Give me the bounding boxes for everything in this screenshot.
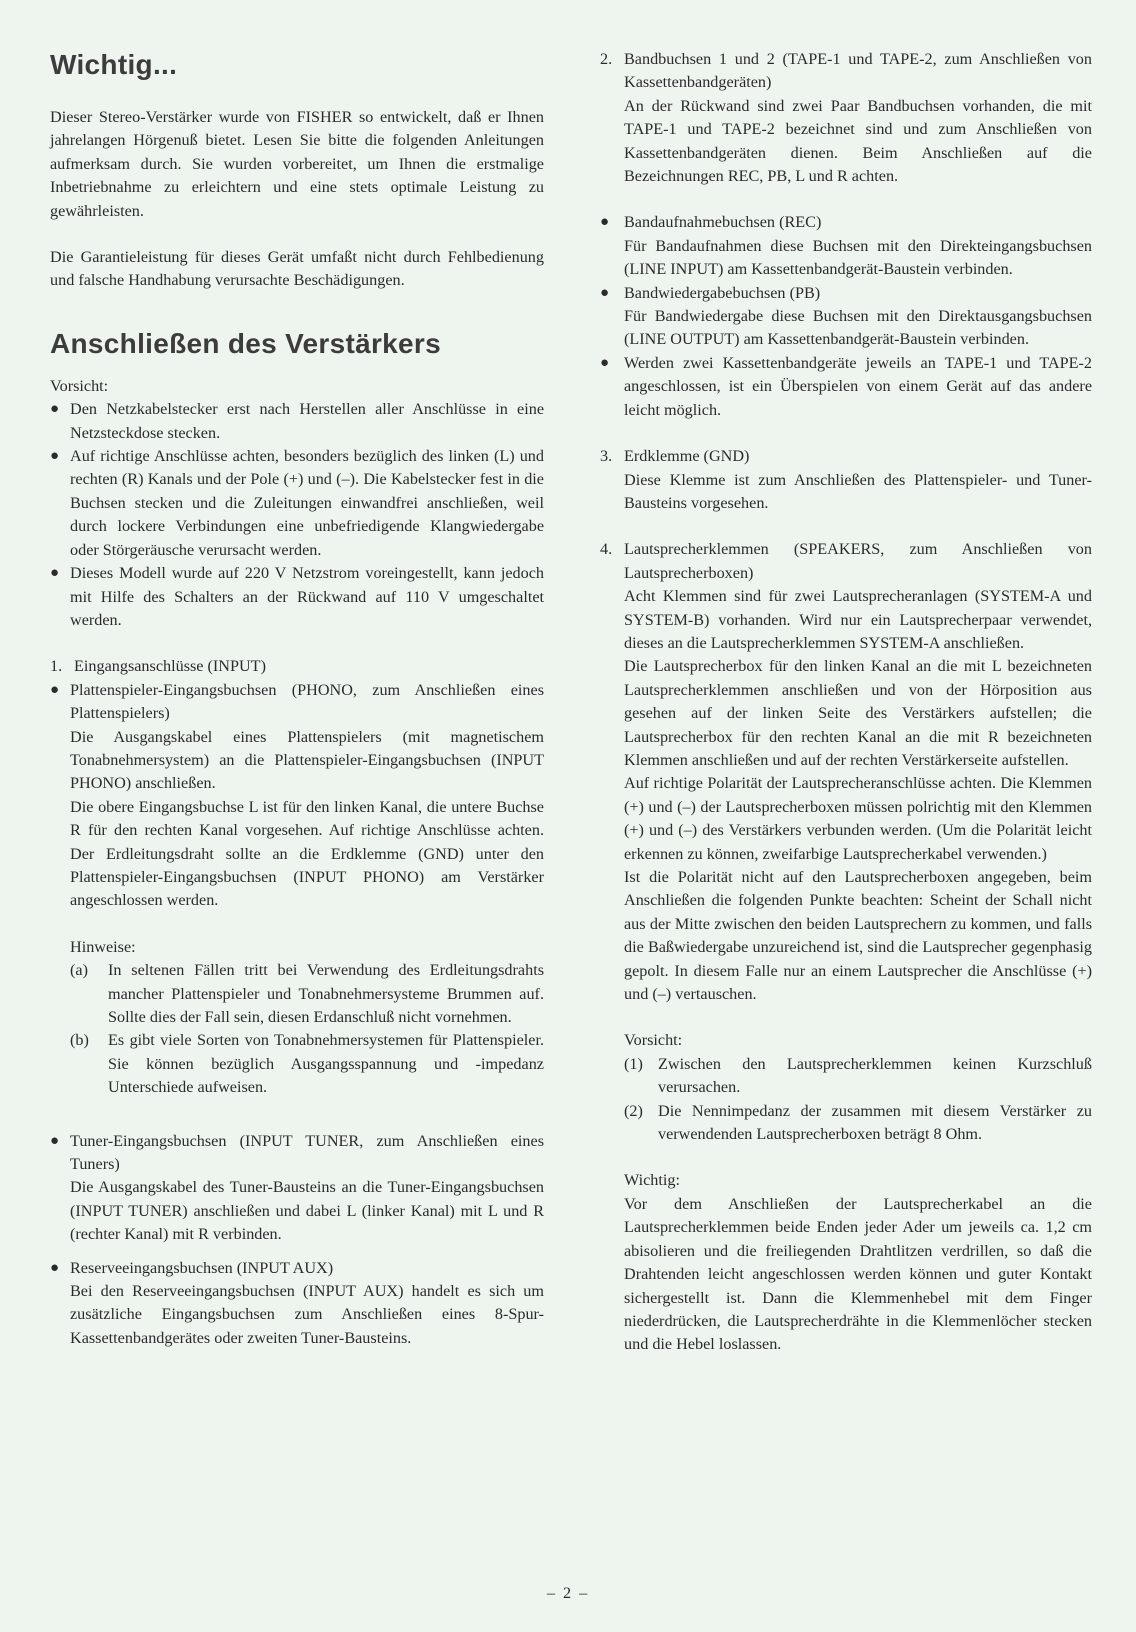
vorsicht-item-text: Auf richtige Anschlüsse achten, besonders bezüglich des linken (L) und rechten (R) Kanals und der Pole (+) und (–). Die Kabelstecker fest in die Buchsen stecken und die Zuleitungen einwandfrei anschließen, weil durch lockere Verbindungen eine unbefriedigende Klangwiedergabe oder Störgeräusche verursacht werden.	[70, 447, 544, 559]
intro-paragraph: Dieser Stereo-Verstärker wurde von FISHER so entwickelt, daß er Ihnen jahrelangen Hörgenuß bietet. Lesen Sie bitte die folgenden Anleitungen aufmerksam durch. Sie wurden vorbereitet, um Ihnen die erstmalige Inbetriebnahme zu erleichtern und eine stets optimale Leistung zu gewährleisten.	[50, 108, 544, 220]
section-title: Bandbuchsen 1 und 2 (TAPE-1 und TAPE-2, zum Anschließen von Kassettenbandgeräten)	[624, 50, 1092, 92]
section-number: 4.	[600, 540, 613, 559]
section-4-paragraph-2: Die Lautsprecherbox für den linken Kanal an die mit L bezeichneten Lautsprecherklemmen anschließen und von der Hörposition aus gesehen auf der linken Seite des Verstärkers aufstellen; die Lautsprecherbox für den rechten Kanal an die mit R bezeichneten Klemmen anschließen und auf der rechten Verstärkerseite aufstellen.	[624, 657, 1092, 769]
hinweis-marker: (b)	[70, 1031, 89, 1050]
vorsicht-label-right: Vorsicht:	[624, 1031, 683, 1050]
bullet-icon: ●	[50, 448, 60, 465]
tuner-title: Tuner-Eingangsbuchsen (INPUT TUNER, zum Anschließen eines Tuners)	[70, 1131, 544, 1174]
vorsicht-item-text: Den Netzkabelstecker erst nach Herstellen aller Anschlüsse in eine Netzsteckdose stecken.	[70, 400, 544, 442]
page-number: – 2 –	[546, 1584, 590, 1602]
section-2-heading	[600, 48, 1092, 95]
hinweis-text: Es gibt viele Sorten von Tonabnehmersystemen für Plattenspieler. Sie können bezüglich Ausgangsspannung und -impedanz Unterschiede aufweisen.	[108, 1031, 544, 1097]
section-title: Lautsprecherklemmen (SPEAKERS, zum Anschließen von Lautsprecherboxen)	[624, 540, 1092, 582]
vorsicht-marker: (1)	[624, 1054, 643, 1073]
bullet-icon: ●	[600, 284, 610, 301]
vorsicht-right-item	[600, 1100, 1092, 1147]
wichtig-text: Vor dem Anschließen der Lautsprecherkabel an die Lautsprecherklemmen beide Enden jeder Ader um jeweils ca. 1,2 cm abisolieren und die freiliegenden Drahtlitzen verdrillen, so daß die Drahtenden leicht angeschlossen werden können und guter Kontakt sichergestellt ist. Dann die Klemmenhebel mit dem Finger niederdrücken, die Lautsprecherdrähte in die Klemmenlöcher stecken und die Hebel loslassen.	[624, 1194, 1092, 1354]
section-number: 1.	[50, 657, 63, 676]
rec-text: Für Bandaufnahmen diese Buchsen mit den Direkteingangsbuchsen (LINE INPUT) am Kassettenbandgerät-Baustein verbinden.	[624, 236, 1092, 279]
pb-item	[600, 282, 1092, 305]
bullet-icon: ●	[50, 681, 60, 698]
rec-title: Bandaufnahmebuchsen (REC)	[624, 213, 822, 232]
hinweis-item	[50, 1029, 544, 1099]
vorsicht-right-item	[600, 1053, 1092, 1100]
section-4-heading	[600, 538, 1092, 585]
hinweise-label: Hinweise:	[70, 937, 136, 956]
section-4-paragraph-4: Ist die Polarität nicht auf den Lautsprecherboxen angegeben, beim Anschließen die folgenden Punkte beachten: Scheint der Schall nicht aus der Mitte zwischen den beiden Lautsprechern zu kommen, und falls die Baßwiedergabe unzureichend ist, sind die Lautsprecher gegenphasig gepolt. In diesem Falle nur an einem Lautsprecher die Anschlüsse (+) und (–) vertauschen.	[624, 868, 1092, 1004]
section-4-paragraph-1: Acht Klemmen sind für zwei Lautsprecheranlagen (SYSTEM-A und SYSTEM-B) vorhanden. Wird nur ein Lautsprecherpaar verwendet, dieses an die Lautsprecherklemmen SYSTEM-A anschließen.	[624, 587, 1092, 652]
tuner-item	[50, 1130, 544, 1177]
bullet-icon: ●	[50, 1132, 60, 1149]
heading-wichtig: Wichtig...	[50, 49, 178, 80]
vorsicht-text: Zwischen den Lautsprecherklemmen keinen Kurzschluß verursachen.	[658, 1054, 1092, 1097]
vorsicht-marker: (2)	[624, 1101, 643, 1120]
vorsicht-text: Die Nennimpedanz der zusammen mit diesem Verstärker zu verwendenden Lautsprecherboxen beträgt 8 Ohm.	[658, 1101, 1092, 1144]
hinweis-marker: (a)	[70, 961, 88, 980]
vorsicht-label: Vorsicht:	[50, 376, 109, 395]
section-3-text: Diese Klemme ist zum Anschließen des Plattenspieler- und Tuner-Bausteins vorgesehen.	[624, 470, 1092, 512]
left-column	[50, 48, 544, 1350]
hinweis-text: In seltenen Fällen tritt bei Verwendung des Erdleitungsdrahts mancher Plattenspieler und Tonabnehmersysteme Brummen auf. Sollte dies der Fall sein, diesen Erdanschluß nicht vornehmen.	[108, 961, 544, 1026]
phono-title: Plattenspieler-Eingangsbuchsen (PHONO, zum Anschließen eines Plattenspielers)	[70, 680, 544, 723]
section-number: 3.	[600, 447, 613, 466]
bullet-icon: ●	[600, 214, 610, 231]
vorsicht-item	[50, 398, 544, 445]
aux-text: Bei den Reserveeingangsbuchsen (INPUT AUX) handelt es sich um zusätzliche Eingangsbuchsen zum Anschließen eines 8-Spur-Kassettenbandgerätes oder zweiten Tuner-Bausteins.	[70, 1282, 544, 1347]
pb-text: Für Bandwiedergabe diese Buchsen mit den Direktausgangsbuchsen (LINE OUTPUT) am Kassettenbandgerät-Baustein verbinden.	[624, 307, 1092, 349]
pb-title: Bandwiedergabebuchsen (PB)	[624, 283, 821, 302]
heading-anschliessen: Anschließen des Verstärkers	[50, 327, 441, 359]
bullet-icon: ●	[50, 1259, 60, 1276]
bullet-icon: ●	[600, 354, 610, 371]
copy-item	[600, 352, 1092, 422]
phono-item	[50, 679, 544, 726]
rec-item	[600, 211, 1092, 234]
copy-text: Werden zwei Kassettenbandgeräte jeweils an TAPE-1 und TAPE-2 angeschlossen, ist ein Überspielen von einem Gerät auf das andere leicht möglich.	[624, 353, 1092, 419]
vorsicht-item	[50, 445, 544, 562]
bullet-icon: ●	[50, 401, 60, 418]
section-3-heading	[600, 445, 1092, 468]
right-column	[600, 48, 1092, 1357]
warranty-paragraph: Die Garantieleistung für dieses Gerät umfaßt nicht durch Fehlbedienung und falsche Handhabung verursachte Beschädigungen.	[50, 248, 544, 290]
section-number: 2.	[600, 50, 613, 68]
bullet-icon: ●	[50, 565, 60, 582]
hinweis-item	[50, 959, 544, 1029]
vorsicht-item	[50, 562, 544, 632]
tuner-text: Die Ausgangskabel des Tuner-Bausteins an die Tuner-Eingangsbuchsen (INPUT TUNER) anschließen und dabei L (linker Kanal) mit L und R (rechter Kanal) mit R verbinden.	[70, 1178, 544, 1244]
phono-paragraph-1: Die Ausgangskabel eines Plattenspielers (mit magnetischem Tonabnehmersystem) an die Plattenspieler-Eingangsbuchsen (INPUT PHONO) anschließen.	[70, 727, 544, 793]
section-title: Eingangsanschlüsse (INPUT)	[74, 657, 266, 676]
section-2-text: An der Rückwand sind zwei Paar Bandbuchsen vorhanden, die mit TAPE-1 und TAPE-2 bezeichnet sind und zum Anschließen von Kassettenbandgeräten dienen. Beim Anschließen auf die Bezeichnungen REC, PB, L und R achten.	[624, 96, 1092, 186]
section-4-paragraph-3: Auf richtige Polarität der Lautsprecheranschlüsse achten. Die Klemmen (+) und (–) der Lautsprecherboxen müssen polrichtig mit den Klemmen (+) und (–) des Verstärkers verbunden werden. (Um die Polarität leicht erkennen zu können, zweifarbige Lautsprecherkabel verwenden.)	[624, 774, 1092, 863]
section-title: Erdklemme (GND)	[624, 447, 750, 466]
vorsicht-item-text: Dieses Modell wurde auf 220 V Netzstrom voreingestellt, kann jedoch mit Hilfe des Schalters an der Rückwand auf 110 V umgeschaltet werden.	[70, 564, 544, 629]
wichtig-label: Wichtig:	[624, 1171, 680, 1190]
phono-paragraph-2: Die obere Eingangsbuchse L ist für den linken Kanal, die untere Buchse R für den rechten Kanal vorgesehen. Auf richtige Anschlüsse achten. Der Erdleitungsdraht sollte an die Erdklemme (GND) unter den Plattenspieler-Eingangsbuchsen (INPUT PHONO) am Verstärker angeschlossen werden.	[70, 797, 544, 910]
aux-item	[50, 1257, 544, 1280]
aux-title: Reserveeingangsbuchsen (INPUT AUX)	[70, 1258, 334, 1277]
section-1-heading	[50, 655, 544, 678]
